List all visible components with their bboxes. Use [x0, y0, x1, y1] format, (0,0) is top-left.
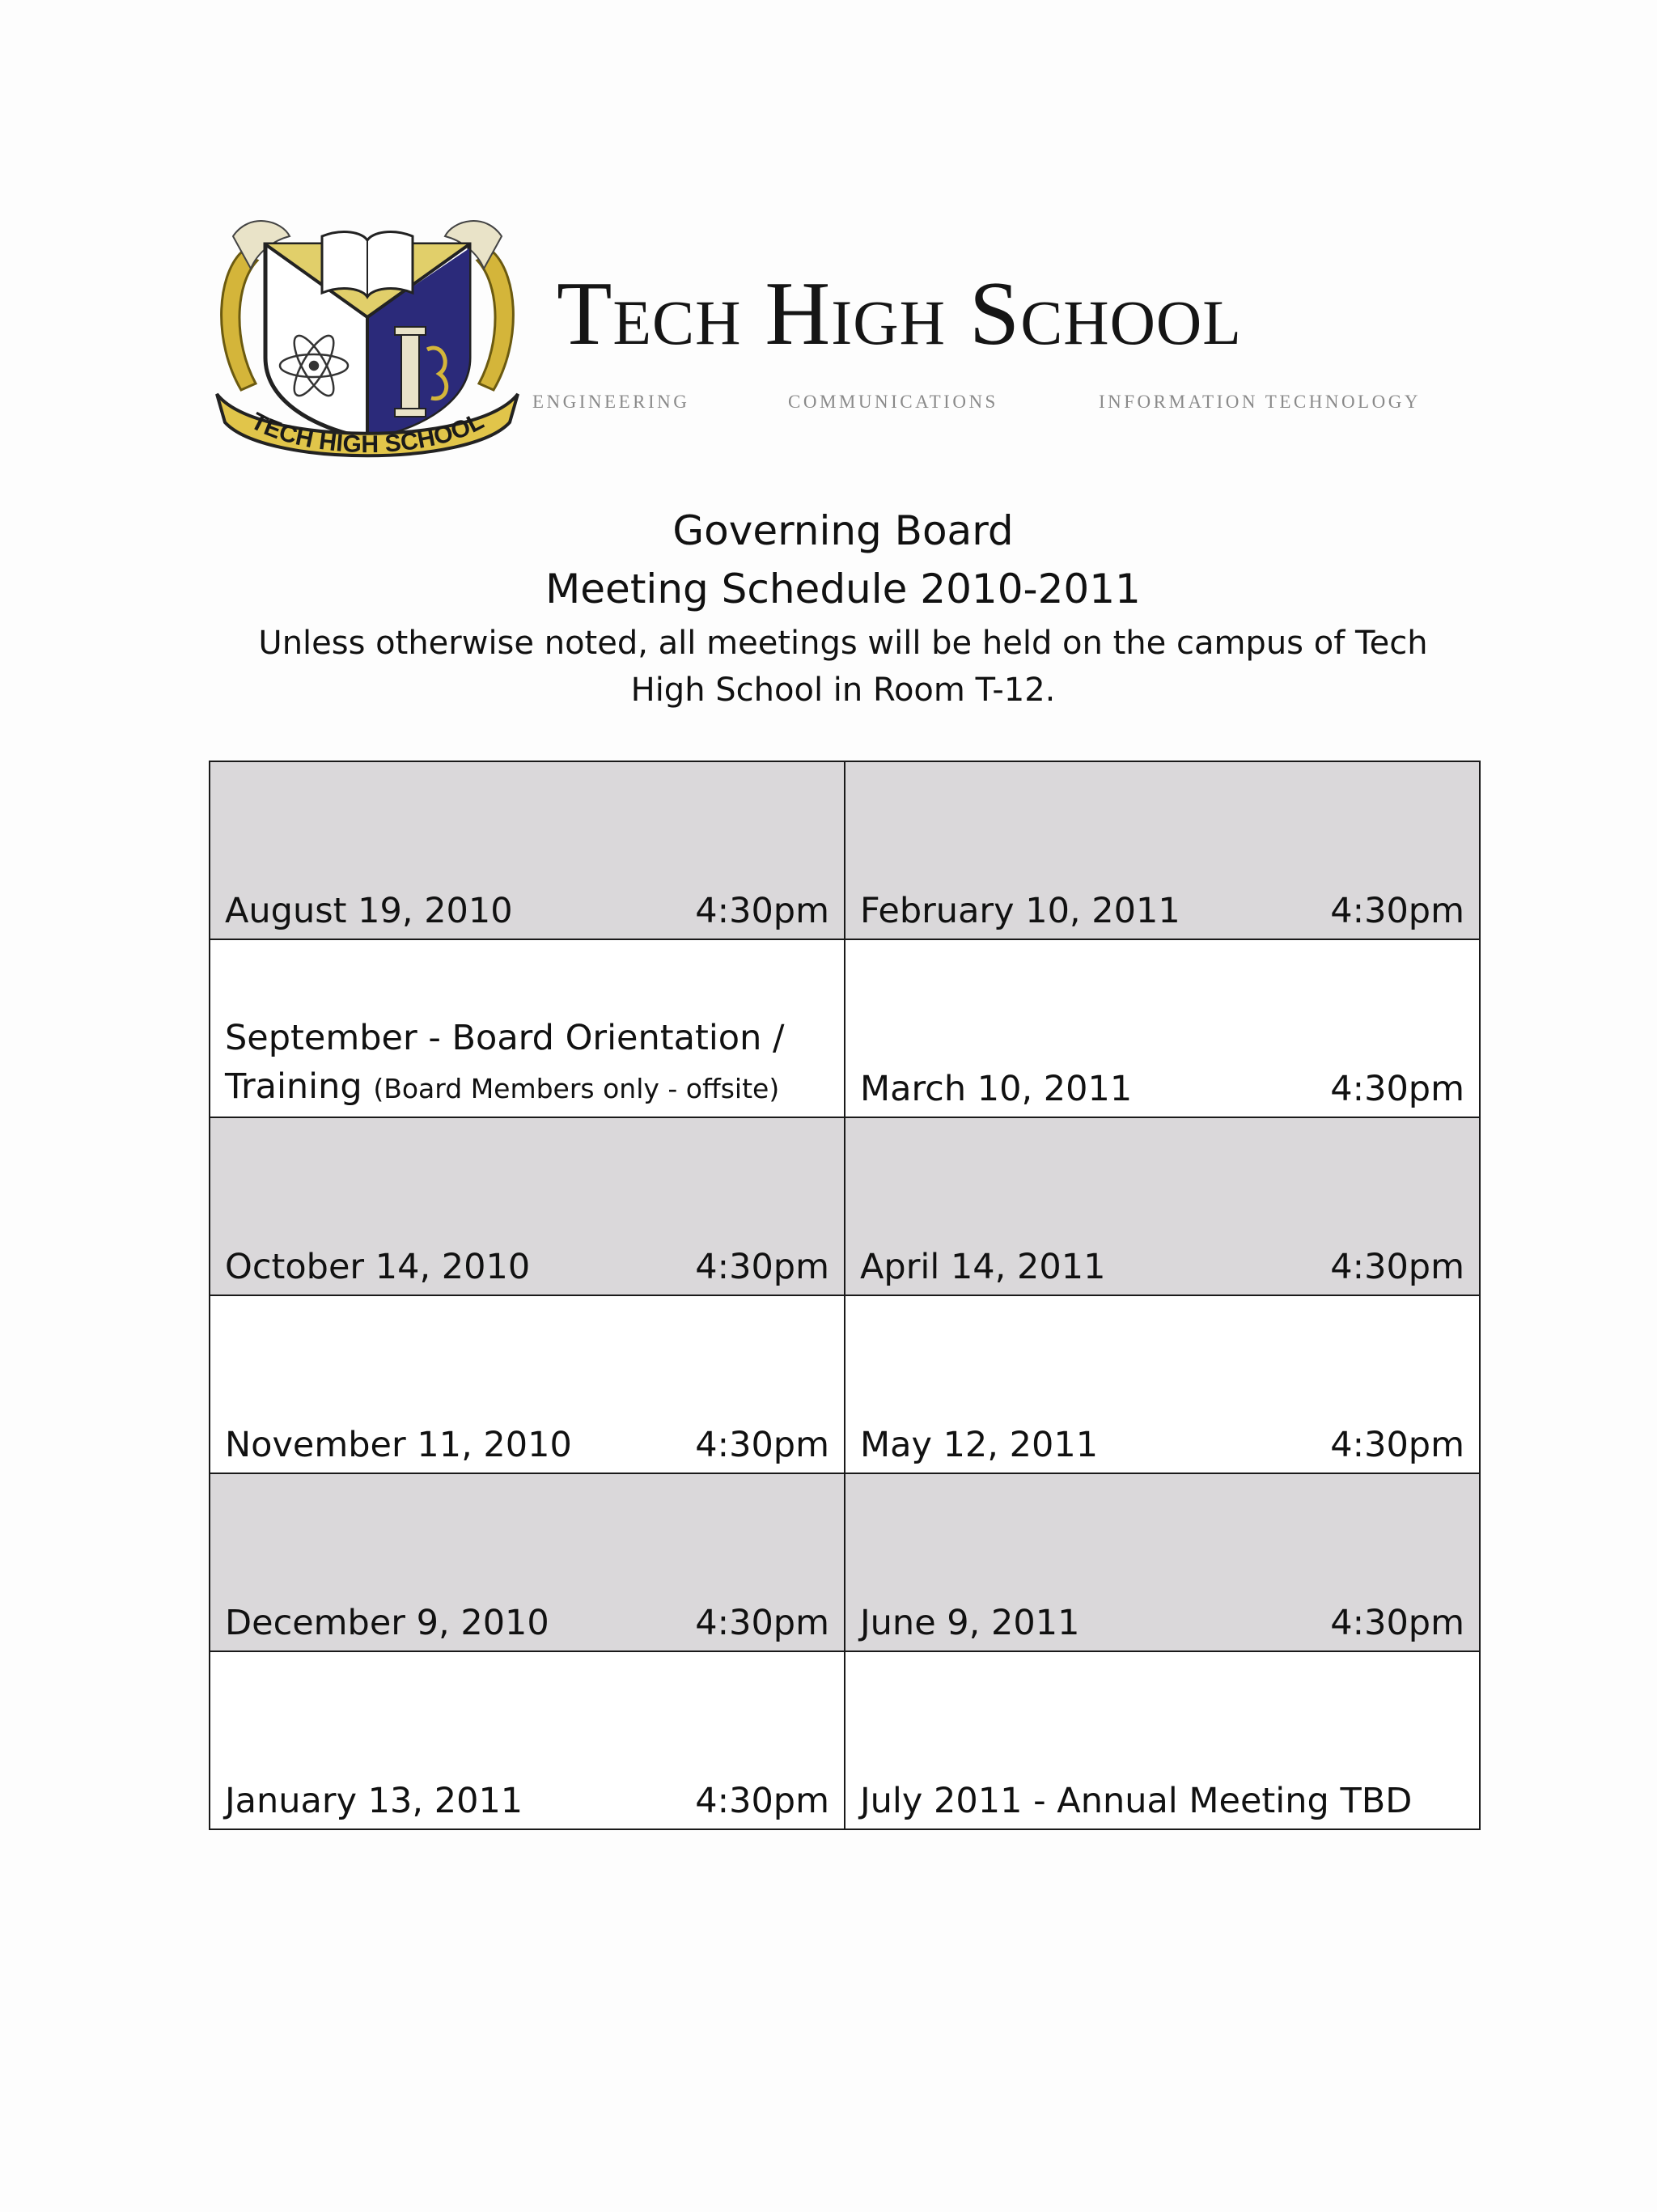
meeting-time: 4:30pm	[1330, 891, 1464, 931]
location-note: Unless otherwise noted, all meetings will be held on the campus of Tech High School in Room T-12.	[258, 625, 1428, 709]
meeting-note: (Board Members only - offsite)	[373, 1073, 780, 1104]
meeting-time: 4:30pm	[1330, 1603, 1464, 1643]
meeting-date: February 10, 2011	[860, 891, 1180, 931]
schedule-cell	[210, 939, 845, 1117]
tagline-information-technology: INFORMATION TECHNOLOGY	[1099, 392, 1421, 412]
meeting-date: December 9, 2010	[225, 1603, 549, 1643]
table-row	[210, 939, 1480, 1117]
schedule-cell	[845, 939, 1480, 1117]
schedule-cell	[845, 1295, 1480, 1473]
meeting-date: April 14, 2011	[860, 1247, 1106, 1287]
tagline-communications: COMMUNICATIONS	[788, 392, 998, 412]
meeting-date: October 14, 2010	[225, 1247, 531, 1287]
schedule-cell	[845, 1473, 1480, 1651]
tagline-row	[532, 392, 1471, 416]
letterhead	[209, 204, 1471, 463]
meeting-time: 4:30pm	[695, 1603, 829, 1643]
board-title: Governing Board	[672, 507, 1014, 554]
table-row	[210, 1473, 1480, 1651]
table-row	[210, 1651, 1480, 1829]
meeting-time: 4:30pm	[1330, 1425, 1464, 1465]
meeting-date: July 2011 - Annual Meeting TBD	[860, 1781, 1413, 1821]
schedule-cell	[210, 1295, 845, 1473]
schedule-cell	[210, 761, 845, 939]
title-block	[0, 502, 1657, 714]
meeting-date: January 13, 2011	[225, 1781, 523, 1821]
schedule-cell	[845, 1651, 1480, 1829]
meeting-time: 4:30pm	[695, 1781, 829, 1821]
meeting-time: 4:30pm	[695, 1247, 829, 1287]
meeting-date: August 19, 2010	[225, 891, 513, 931]
schedule-cell	[210, 1651, 845, 1829]
meeting-time: 4:30pm	[695, 1425, 829, 1465]
meeting-date: March 10, 2011	[860, 1069, 1133, 1109]
meeting-date: November 11, 2010	[225, 1425, 572, 1465]
meeting-description-cont: Training	[225, 1066, 362, 1107]
meeting-date: June 9, 2011	[860, 1603, 1080, 1643]
meeting-description: September - Board Orientation /	[225, 1018, 785, 1058]
table-row	[210, 1295, 1480, 1473]
meeting-time: 4:30pm	[695, 891, 829, 931]
schedule-title: Meeting Schedule 2010-2011	[545, 566, 1141, 612]
meeting-time: 4:30pm	[1330, 1247, 1464, 1287]
tagline-engineering: ENGINEERING	[532, 392, 690, 412]
meeting-schedule-table	[209, 761, 1481, 1830]
table-row	[210, 1117, 1480, 1295]
schedule-cell	[845, 1117, 1480, 1295]
school-crest-logo	[209, 204, 526, 463]
schedule-cell	[845, 761, 1480, 939]
schedule-cell	[210, 1473, 845, 1651]
meeting-date: May 12, 2011	[860, 1425, 1099, 1465]
school-name: Tech High School	[557, 264, 1242, 364]
meeting-time: 4:30pm	[1330, 1069, 1464, 1109]
schedule-cell	[210, 1117, 845, 1295]
table-row	[210, 761, 1480, 939]
crest-banner-text: TECH HIGH SCHOOL	[246, 407, 489, 459]
